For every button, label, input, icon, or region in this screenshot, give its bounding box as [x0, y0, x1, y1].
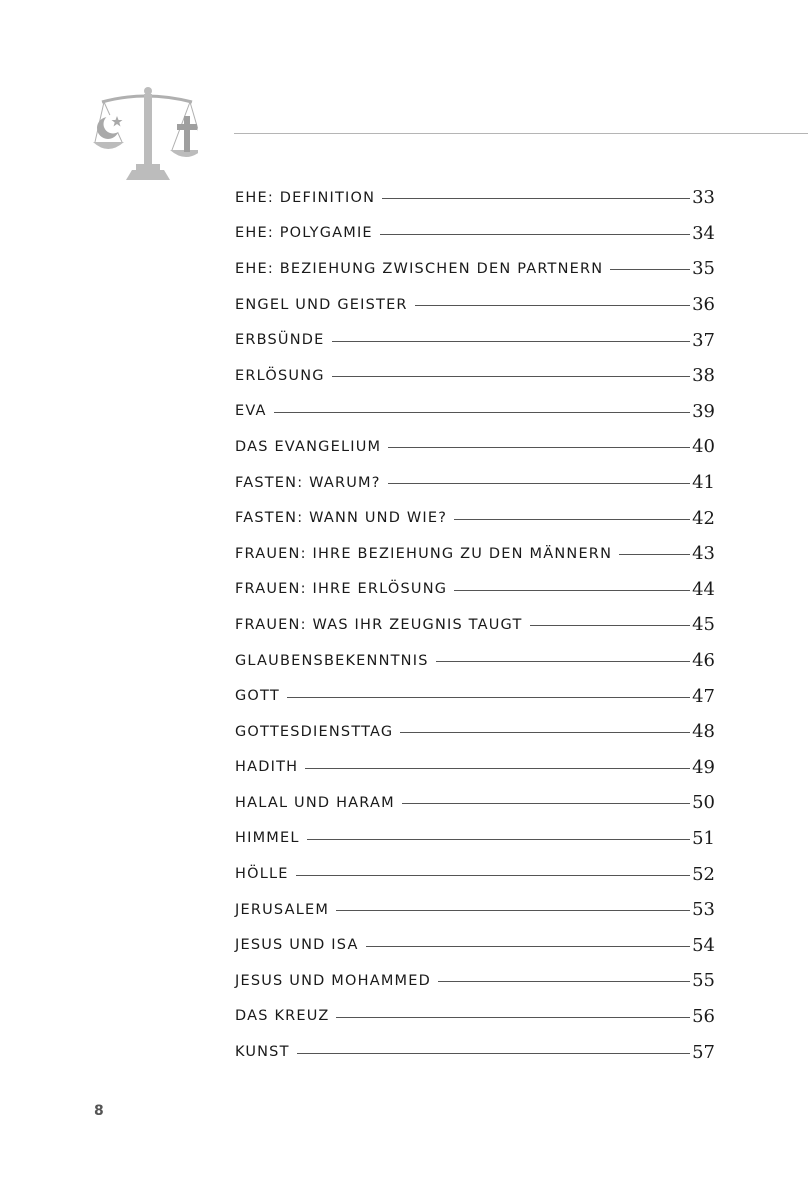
toc-leader-line — [336, 1017, 690, 1018]
toc-entry-title: JERUSALEM — [235, 901, 330, 918]
toc-entry-title: FASTEN: WANN UND WIE? — [235, 510, 448, 527]
toc-leader-line — [380, 234, 690, 235]
toc-entry-page: 40 — [692, 436, 715, 458]
toc-entry-title: JESUS UND MOHAMMED — [235, 972, 431, 989]
toc-entry-page: 49 — [692, 756, 715, 778]
toc-entry[interactable] — [235, 500, 715, 536]
toc-entry-page: 45 — [692, 614, 715, 636]
toc-leader-line — [287, 697, 690, 698]
scales-crescent-cross-icon — [92, 84, 198, 184]
toc-leader-line — [336, 910, 690, 911]
toc-entry-title: DAS KREUZ — [235, 1008, 330, 1025]
toc-leader-line — [436, 661, 690, 662]
toc-entry[interactable] — [235, 287, 715, 323]
toc-entry-title: ERLÖSUNG — [235, 367, 325, 384]
toc-entry[interactable] — [235, 251, 715, 287]
toc-entry[interactable] — [235, 927, 715, 963]
toc-entry-page: 34 — [692, 222, 715, 244]
toc-entry-title: FRAUEN: IHRE BEZIEHUNG ZU DEN MÄNNERN — [235, 545, 613, 562]
toc-entry-title: HALAL UND HARAM — [235, 794, 395, 811]
toc-entry-page: 54 — [692, 934, 715, 956]
page-number: 8 — [94, 1103, 104, 1119]
toc-entry-page: 56 — [692, 1005, 715, 1027]
toc-entry[interactable] — [235, 180, 715, 216]
toc-leader-line — [274, 412, 690, 413]
toc-entry[interactable] — [235, 750, 715, 786]
table-of-contents — [235, 180, 715, 1070]
toc-entry-title: HADITH — [235, 759, 299, 776]
toc-entry-title: GLAUBENSBEKENNTNIS — [235, 652, 429, 669]
toc-entry[interactable] — [235, 429, 715, 465]
toc-entry-page: 35 — [692, 258, 715, 280]
toc-leader-line — [402, 803, 690, 804]
toc-entry-title: HÖLLE — [235, 866, 289, 883]
toc-entry-title: DAS EVANGELIUM — [235, 438, 382, 455]
toc-entry-page: 42 — [692, 507, 715, 529]
toc-entry-page: 46 — [692, 650, 715, 672]
toc-entry[interactable] — [235, 216, 715, 252]
toc-entry[interactable] — [235, 643, 715, 679]
toc-entry-page: 47 — [692, 685, 715, 707]
toc-leader-line — [388, 483, 690, 484]
toc-entry[interactable] — [235, 572, 715, 608]
toc-entry-title: HIMMEL — [235, 830, 300, 847]
toc-entry-page: 43 — [692, 543, 715, 565]
toc-entry[interactable] — [235, 678, 715, 714]
toc-leader-line — [388, 447, 690, 448]
toc-entry[interactable] — [235, 999, 715, 1035]
toc-entry-page: 57 — [692, 1041, 715, 1063]
toc-entry-page: 33 — [692, 187, 715, 209]
toc-entry-page: 55 — [692, 970, 715, 992]
toc-entry-title: ERBSÜNDE — [235, 332, 325, 349]
toc-entry-page: 44 — [692, 578, 715, 600]
toc-entry[interactable] — [235, 856, 715, 892]
toc-entry-page: 53 — [692, 899, 715, 921]
toc-entry-page: 36 — [692, 294, 715, 316]
toc-entry[interactable] — [235, 963, 715, 999]
toc-leader-line — [415, 305, 690, 306]
toc-leader-line — [366, 946, 690, 947]
toc-entry[interactable] — [235, 358, 715, 394]
toc-entry[interactable] — [235, 465, 715, 501]
toc-leader-line — [530, 625, 690, 626]
toc-entry-title: FRAUEN: IHRE ERLÖSUNG — [235, 581, 448, 598]
toc-entry-title: EHE: BEZIEHUNG ZWISCHEN DEN PARTNERN — [235, 260, 604, 277]
toc-entry[interactable] — [235, 394, 715, 430]
toc-leader-line — [454, 590, 690, 591]
toc-leader-line — [400, 732, 690, 733]
toc-leader-line — [297, 1053, 690, 1054]
toc-leader-line — [454, 519, 690, 520]
toc-entry-title: GOTT — [235, 688, 280, 705]
toc-entry[interactable] — [235, 1034, 715, 1070]
toc-leader-line — [382, 198, 690, 199]
toc-leader-line — [438, 981, 690, 982]
toc-entry-title: JESUS UND ISA — [235, 937, 359, 954]
toc-entry[interactable] — [235, 536, 715, 572]
toc-leader-line — [332, 341, 690, 342]
toc-entry-title: EHE: DEFINITION — [235, 189, 376, 206]
toc-leader-line — [332, 376, 690, 377]
toc-entry-title: GOTTESDIENSTTAG — [235, 723, 394, 740]
toc-entry[interactable] — [235, 607, 715, 643]
toc-entry-title: EHE: POLYGAMIE — [235, 225, 373, 242]
toc-entry-title: KUNST — [235, 1044, 290, 1061]
toc-entry-page: 39 — [692, 400, 715, 422]
cross-icon — [177, 116, 197, 152]
toc-entry-page: 51 — [692, 827, 715, 849]
toc-leader-line — [307, 839, 690, 840]
toc-entry[interactable] — [235, 714, 715, 750]
toc-entry-page: 48 — [692, 721, 715, 743]
toc-leader-line — [610, 269, 690, 270]
toc-entry[interactable] — [235, 821, 715, 857]
toc-entry-title: ENGEL UND GEISTER — [235, 296, 408, 313]
toc-leader-line — [296, 875, 690, 876]
toc-entry-page: 38 — [692, 365, 715, 387]
toc-entry-title: EVA — [235, 403, 267, 420]
toc-entry-title: FASTEN: WARUM? — [235, 474, 381, 491]
toc-leader-line — [305, 768, 690, 769]
toc-entry-page: 52 — [692, 863, 715, 885]
toc-entry[interactable] — [235, 322, 715, 358]
toc-entry-page: 37 — [692, 329, 715, 351]
toc-entry-page: 41 — [692, 472, 715, 494]
toc-entry[interactable] — [235, 892, 715, 928]
header-rule — [234, 133, 808, 134]
toc-entry-page: 50 — [692, 792, 715, 814]
toc-entry-title: FRAUEN: WAS IHR ZEUGNIS TAUGT — [235, 616, 523, 633]
toc-leader-line — [619, 554, 690, 555]
toc-entry[interactable] — [235, 785, 715, 821]
